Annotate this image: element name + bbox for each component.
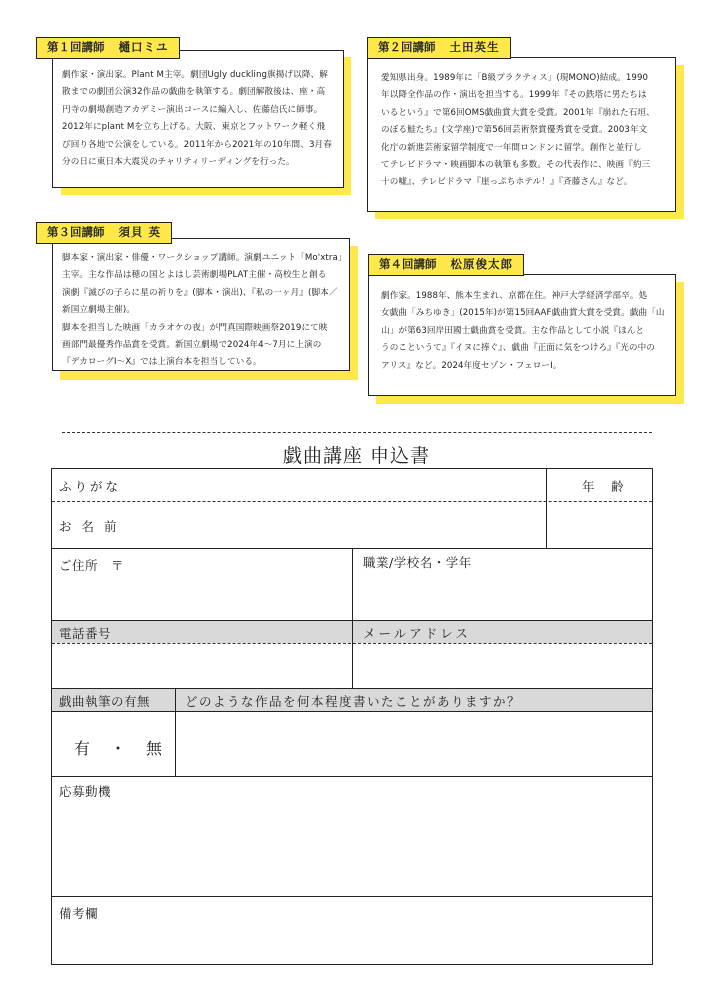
session-label: 第４回講師 <box>379 257 437 271</box>
occupation-field[interactable] <box>352 574 652 620</box>
instructor-bio <box>62 250 348 372</box>
session-label: 第２回講師 <box>378 40 436 54</box>
instructor-bio <box>381 70 673 192</box>
instructor-name: 須貝 英 <box>118 225 162 239</box>
bio-line: 女戯曲「みちゆき」(2015年)が第15回AAF戯曲賞大賞を受賞。戯曲「山 <box>381 308 665 319</box>
bio-line: 年以降全作品の作・演出を担当する。1999年『その鉄塔に男たちは <box>381 90 647 101</box>
furigana-label: ふりがな <box>59 479 122 494</box>
motivation-field[interactable] <box>52 804 652 896</box>
instructor-tag <box>368 254 524 276</box>
yes-no-choice[interactable]: 有 ・ 無 <box>74 739 165 758</box>
bio-line: 分の日に東日本大震災のチャリティリーディングを行った。 <box>62 157 295 168</box>
bio-line: 山」が第63回岸田國士戯曲賞を受賞。主な作品として小説『ほんと <box>381 325 645 336</box>
age-field[interactable] <box>546 501 652 548</box>
name-field[interactable] <box>132 501 546 548</box>
email-field[interactable] <box>352 643 652 688</box>
instructor-tag <box>367 37 511 59</box>
playwriting-label: 戯曲執筆の有無 <box>59 694 151 709</box>
bio-line: アリス』など。2024年度セゾン・フェローⅠ。 <box>381 360 562 371</box>
instructor-bio <box>381 288 673 375</box>
bio-line: 愛知県出身。1989年に「B級プラクティス」(現MONO)結成。1990 <box>381 73 649 83</box>
bio-line: 2012年にplant Mを立ち上げる。大阪、東京とフットワーク軽く飛 <box>62 122 326 133</box>
form-title: 戯曲講座 申込書 <box>282 445 431 467</box>
instructor-tag <box>36 37 180 59</box>
row-line <box>52 776 652 777</box>
instructor-bio <box>62 67 342 171</box>
motivation-label: 応募動機 <box>59 784 112 799</box>
bio-line: 画部門最優秀作品賞を受賞。新国立劇場で2024年4～7月に上演の <box>62 340 322 351</box>
phone-field[interactable] <box>52 643 352 688</box>
bio-line: のぼる鮭たち』(文学座)で第56回芸術祭賞優秀賞を受賞。2003年文 <box>381 125 648 136</box>
instructor-name: 松原俊太郎 <box>450 257 513 271</box>
age-label: 年 齢 <box>582 479 626 494</box>
bio-line: うのこというて』『イヌに捧ぐ』、戯曲『正面に気をつけろ』『光の中の <box>381 343 655 354</box>
remarks-label: 備考欄 <box>59 906 99 921</box>
remarks-field[interactable] <box>52 926 652 964</box>
row-line <box>52 620 652 621</box>
bio-line: 『デカローグⅠ～Ⅹ』では上演台本を担当している。 <box>62 357 262 368</box>
bio-line: 新国立劇場主催)。 <box>62 305 136 316</box>
address-label: ご住所 〒 <box>59 558 125 573</box>
row-line <box>52 688 652 689</box>
cut-line <box>62 432 652 433</box>
instructor-name: 土田英生 <box>449 40 500 54</box>
occupation-label: 職業/学校名・学年 <box>363 555 472 570</box>
furigana-field[interactable] <box>52 469 546 501</box>
session-label: 第３回講師 <box>47 225 105 239</box>
bio-line: 化庁の新進芸術家留学制度で一年間ロンドンに留学。創作と並行し <box>381 142 642 153</box>
bio-line: 散までの劇団公演32作品の戯曲を執筆する。劇団解散後は、座・高 <box>62 87 326 98</box>
bio-line: てテレビドラマ・映画脚本の執筆も多数。その代表作に、映画『約三 <box>381 160 651 171</box>
bio-line: 劇作家・演出家。Plant M主宰。劇団Ugly duckling旗揚げ以降、解 <box>62 70 328 80</box>
row-line <box>52 548 652 549</box>
bio-line: 脚本を担当した映画「カラオケの夜」が門真国際映画祭2019にて映 <box>62 322 328 333</box>
works-field[interactable] <box>175 711 652 776</box>
email-label: メールアドレス <box>363 626 471 641</box>
bio-line: 円寺の劇場創造アカデミー演出コースに編入し、佐藤信氏に師事。 <box>62 104 323 115</box>
bio-line: 主宰。主な作品は穂の国とよはし芸術劇場PLAT主催・高校生と創る <box>62 270 327 281</box>
bio-line: び回り各地で公演をしている。2011年から2021年の10年間、3月春 <box>62 139 332 150</box>
bio-line: 劇作家。1988年、熊本生まれ、京都在住。神戸大学経済学部卒。処 <box>381 291 648 301</box>
name-label: お 名 前 <box>59 519 120 534</box>
instructor-name: 樋口ミユ <box>118 40 169 54</box>
works-question-label: どのような作品を何本程度書いたことがありますか？ <box>185 694 522 709</box>
bio-line: 脚本家・演出家・俳優・ワークショップ講師。演劇ユニット「Mo'xtra」 <box>62 253 347 263</box>
session-label: 第１回講師 <box>47 40 105 54</box>
bio-line: 十の嘘』、テレビドラマ『崖っぷちホテル！』『斉藤さん』など。 <box>381 177 633 188</box>
application-form <box>51 468 653 965</box>
bio-line: 演劇『滅びの子らに星の祈りを』(脚本・演出)、『私の一ヶ月』(脚本／ <box>62 287 338 298</box>
bio-line: いるという』で第6回OMS戯曲賞大賞を受賞。2001年『崩れた石垣、 <box>381 107 655 118</box>
phone-label: 電話番号 <box>59 626 112 641</box>
row-line <box>52 896 652 897</box>
address-field[interactable] <box>52 574 352 620</box>
instructor-tag <box>36 222 172 244</box>
